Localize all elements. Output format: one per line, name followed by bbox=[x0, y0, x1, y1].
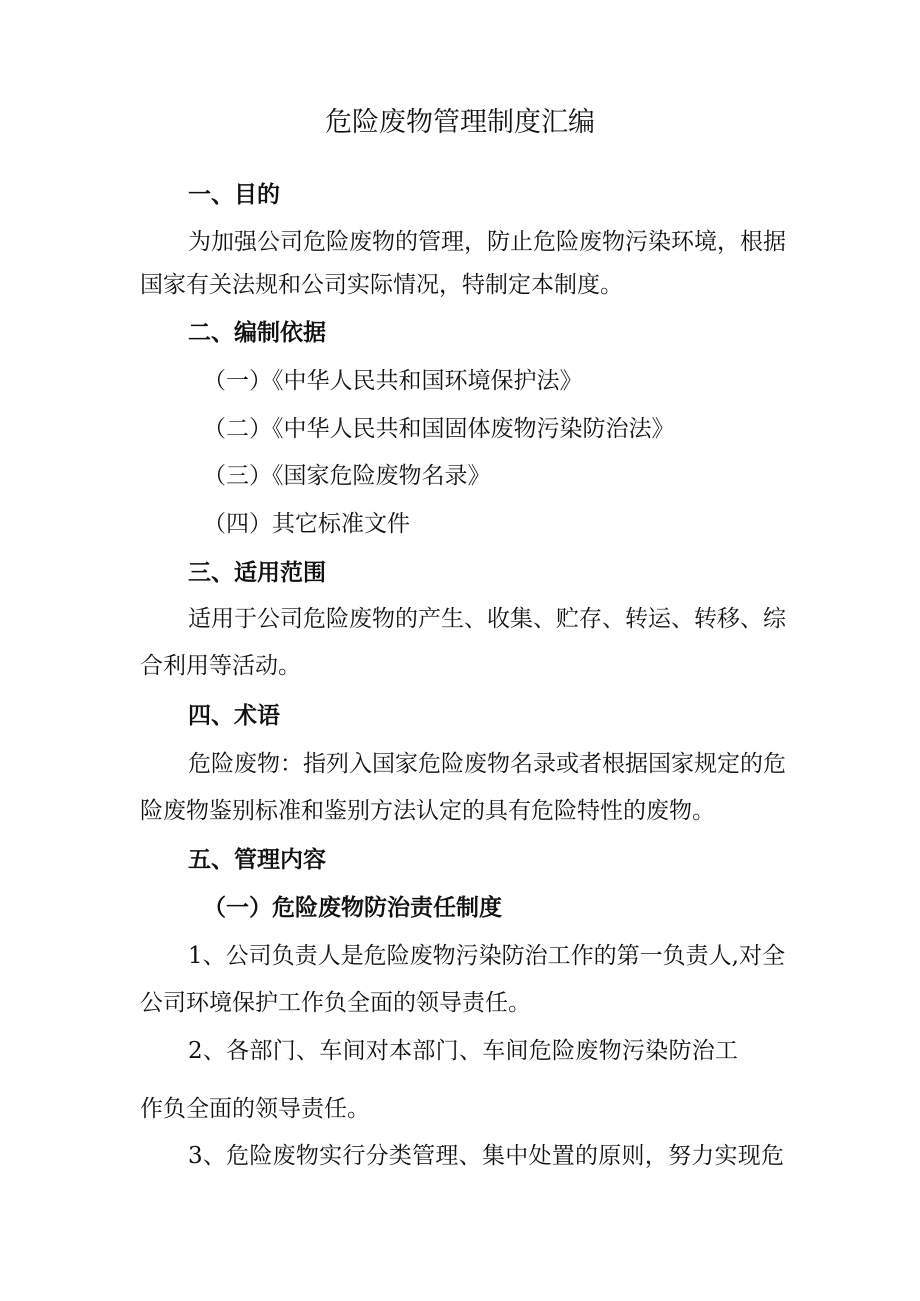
paragraph-line: 3、危险废物实行分类管理、集中处置的原则，努力实现危 bbox=[188, 1143, 784, 1169]
section-heading-3: 三、适用范围 bbox=[188, 560, 326, 586]
list-item: （四）其它标准文件 bbox=[203, 511, 410, 537]
paragraph-line: 1、公司负责人是危险废物污染防治工作的第一负责人,对全 bbox=[188, 943, 785, 969]
section-heading-5: 五、管理内容 bbox=[188, 847, 326, 873]
list-item: （一）《中华人民共和国环境保护法》 bbox=[203, 368, 583, 394]
paragraph-line: 适用于公司危险废物的产生、收集、贮存、转运、转移、综 bbox=[188, 606, 786, 632]
document-title: 危险废物管理制度汇编 bbox=[325, 107, 595, 138]
paragraph-line: 为加强公司危险废物的管理，防止危险废物污染环境，根据 bbox=[188, 229, 786, 255]
section-heading-2: 二、编制依据 bbox=[188, 320, 326, 346]
paragraph-line: 合利用等活动。 bbox=[140, 653, 301, 679]
paragraph-line: 作负全面的领导责任。 bbox=[140, 1096, 370, 1122]
section-heading-1: 一、目的 bbox=[188, 182, 280, 208]
paragraph-line: 公司环境保护工作负全面的领导责任。 bbox=[140, 990, 531, 1016]
paragraph-line: 危险废物：指列入国家危险废物名录或者根据国家规定的危 bbox=[188, 751, 786, 777]
list-item: （二）《中华人民共和国固体废物污染防治法》 bbox=[203, 416, 675, 442]
paragraph-line: 险废物鉴别标准和鉴别方法认定的具有危险特性的废物。 bbox=[140, 798, 715, 824]
section-heading-4: 四、术语 bbox=[188, 703, 280, 729]
paragraph-line: 国家有关法规和公司实际情况，特制定本制度。 bbox=[140, 272, 623, 298]
paragraph-line: 2、各部门、车间对本部门、车间危险废物污染防治工 bbox=[188, 1038, 738, 1064]
list-item: （三）《国家危险废物名录》 bbox=[203, 463, 491, 489]
subsection-heading: （一）危险废物防治责任制度 bbox=[203, 895, 502, 921]
